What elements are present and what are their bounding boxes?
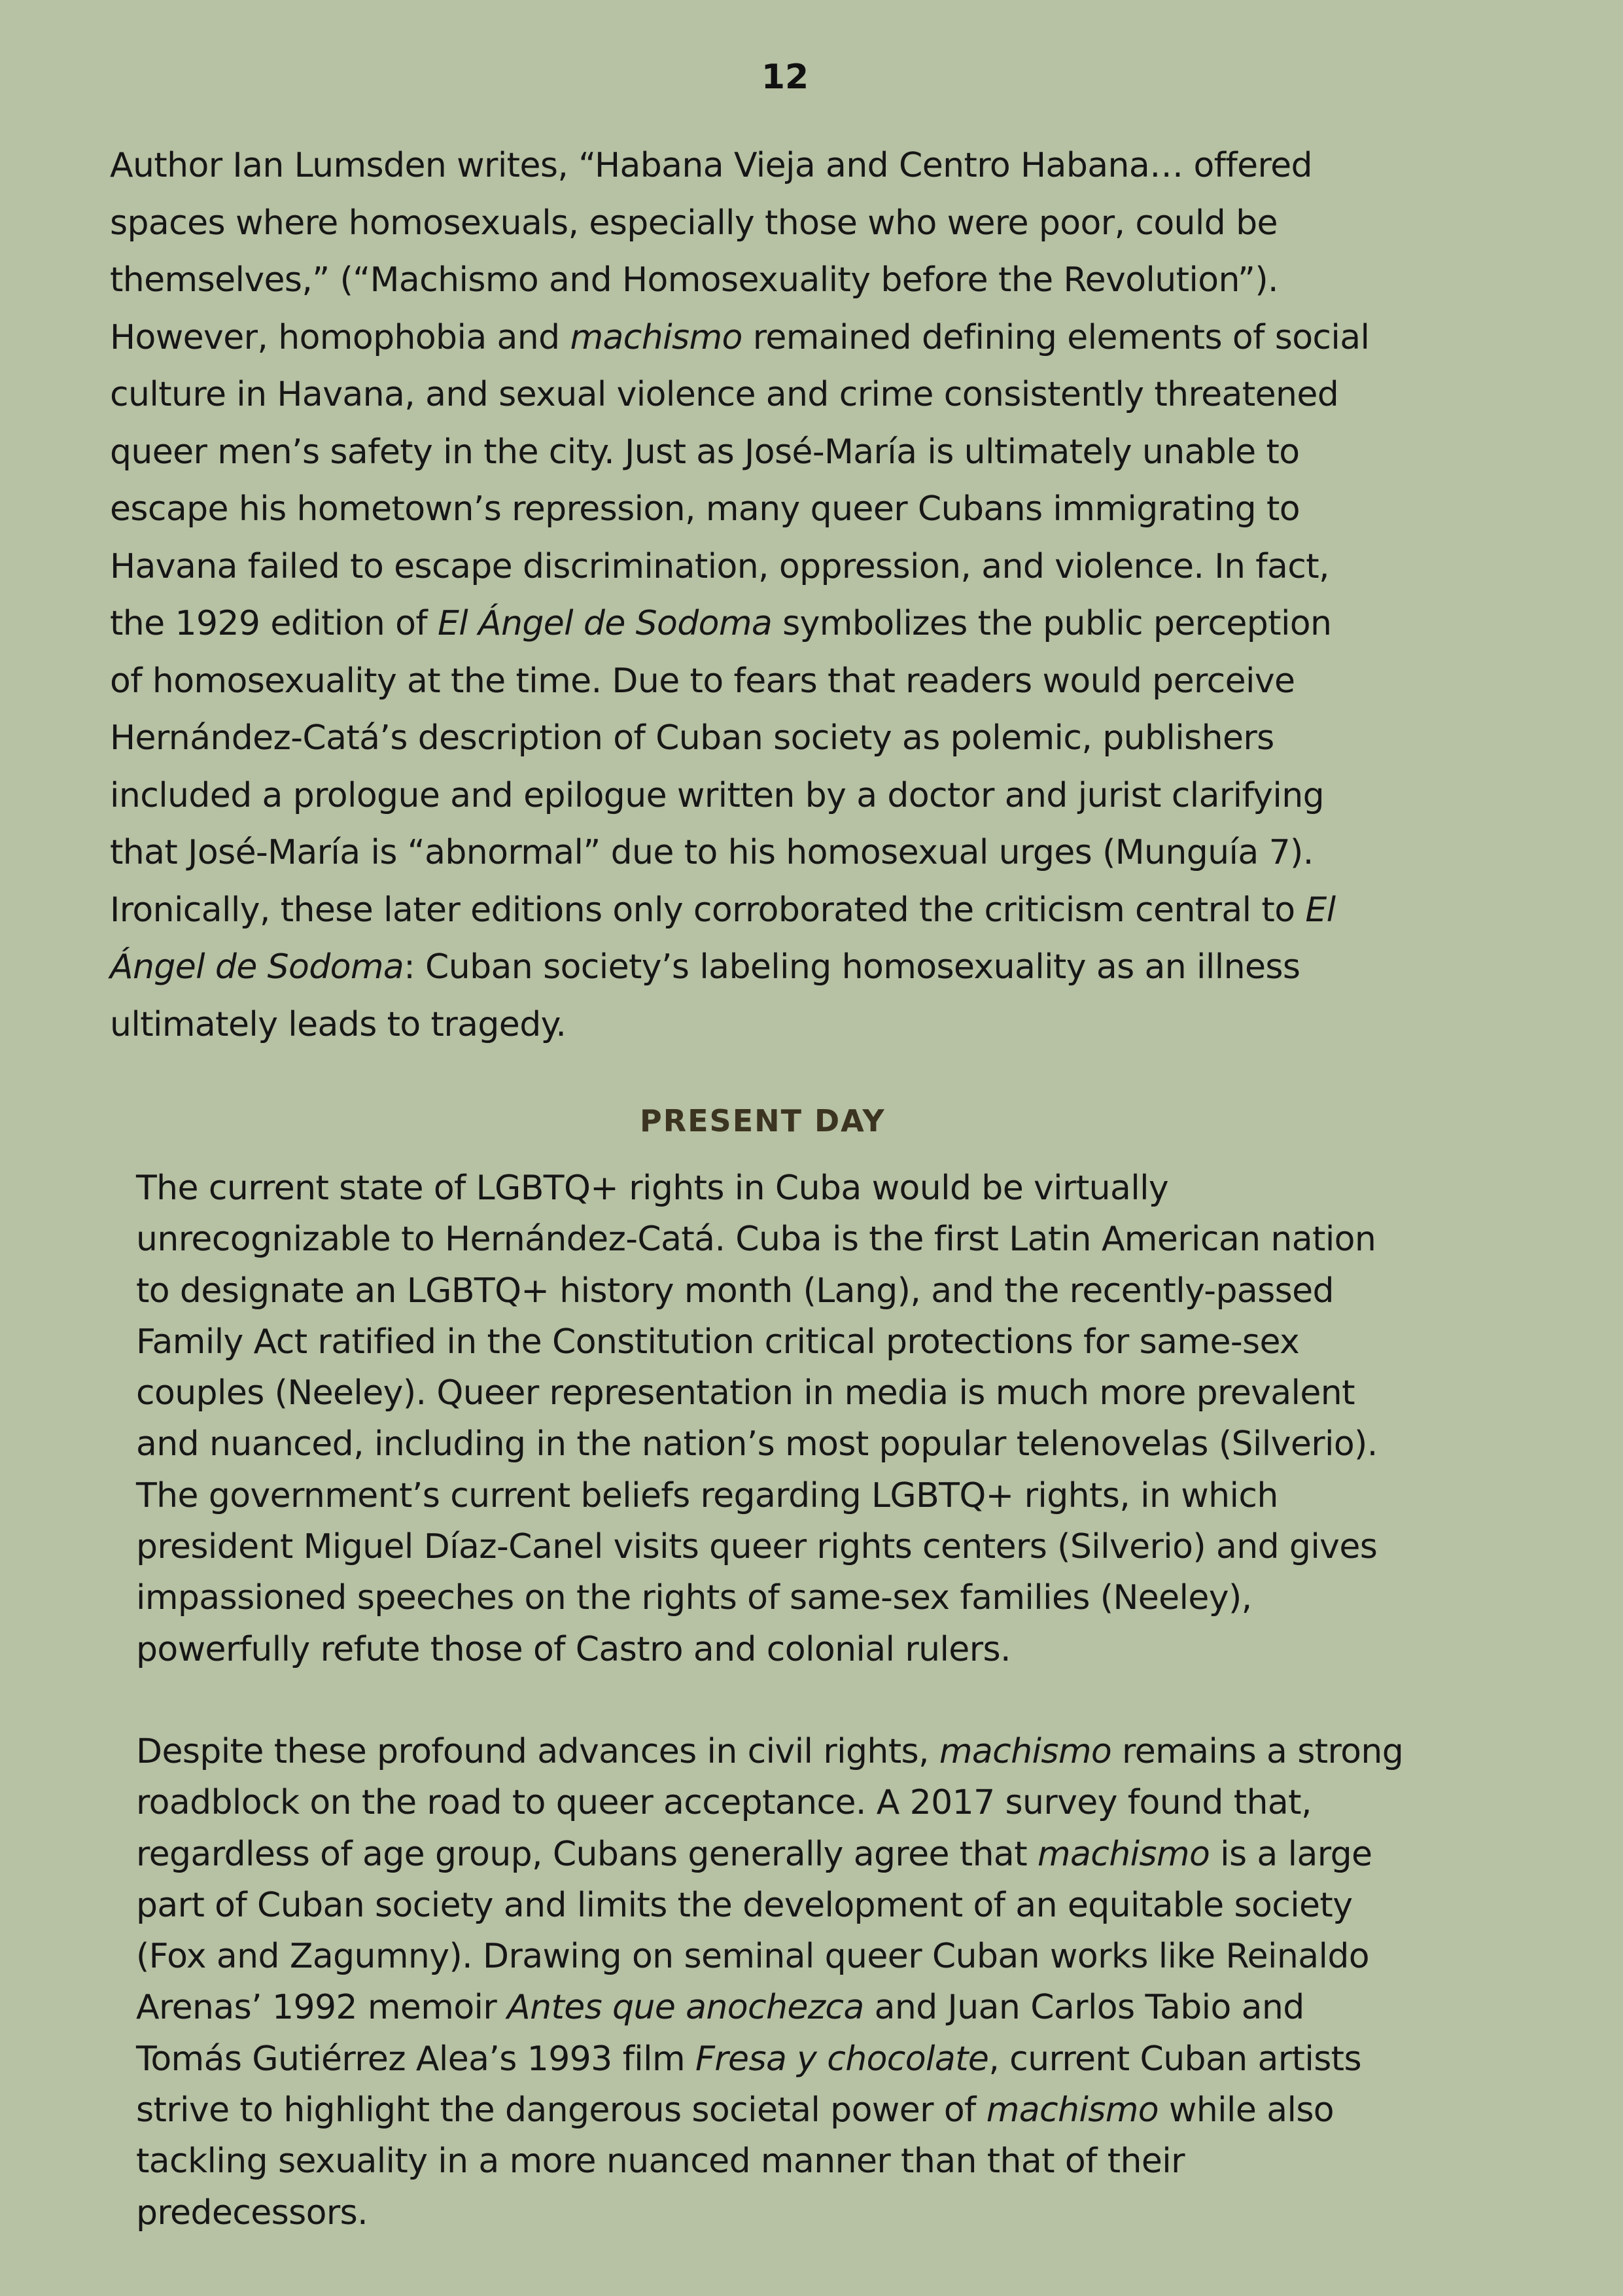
text-run: included a prologue and epilogue written by a doctor and jurist clarifying (110, 775, 1325, 815)
text-line (136, 2136, 1614, 2187)
text-run: powerfully refute those of Castro and colonial rulers. (136, 1629, 1011, 1669)
text-line (136, 2034, 1614, 2085)
text-run: Despite these profound advances in civil rights, (136, 1732, 939, 1771)
text-line (136, 1316, 1614, 1368)
body-paragraph-present-day-rights (136, 1163, 1614, 1675)
text-line (136, 1368, 1614, 1419)
text-line (110, 424, 1588, 482)
text-run: predecessors. (136, 2193, 368, 2233)
text-run: queer men’s safety in the city. Just as José-María is ultimately unable to (110, 432, 1300, 472)
text-line (110, 710, 1588, 768)
italic-term: machismo (570, 317, 742, 357)
text-run: is a large (1210, 1834, 1372, 1874)
text-line (136, 1880, 1614, 1931)
text-run: impassioned speeches on the rights of same-sex families (Neeley), (136, 1578, 1252, 1618)
text-line (110, 366, 1588, 424)
text-line (136, 1624, 1614, 1675)
text-line (110, 997, 1588, 1054)
text-line (136, 2187, 1614, 2238)
text-line (110, 595, 1588, 653)
text-line (136, 1470, 1614, 1521)
text-run: of homosexuality at the time. Due to fears that readers would perceive (110, 661, 1295, 701)
italic-term: El Ángel de Sodoma (437, 604, 773, 643)
italic-term: Ángel de Sodoma (110, 947, 404, 987)
text-run: the 1929 edition of (110, 604, 438, 643)
text-run: tackling sexuality in a more nuanced manner than that of their (136, 2142, 1185, 2181)
text-line (136, 1419, 1614, 1470)
text-run: (Fox and Zagumny). Drawing on seminal queer Cuban works like Reinaldo (136, 1937, 1369, 1977)
text-run: president Miguel Díaz-Canel visits queer rights centers (Silverio) and gives (136, 1527, 1378, 1567)
text-line (110, 252, 1588, 309)
text-run: Arenas’ 1992 memoir (136, 1988, 508, 2028)
text-run: unrecognizable to Hernández-Catá. Cuba is the first Latin American nation (136, 1220, 1376, 1260)
text-line (110, 539, 1588, 596)
body-paragraph-history (110, 137, 1588, 1053)
text-run: Family Act ratified in the Constitution critical protections for same-sex (136, 1322, 1300, 1362)
text-line (136, 1265, 1614, 1316)
text-run: , current Cuban artists (988, 2039, 1361, 2079)
text-run: strive to highlight the dangerous societal power of (136, 2091, 986, 2130)
text-run: spaces where homosexuals, especially those who were poor, could be (110, 203, 1278, 243)
italic-term: machismo (1037, 1834, 1210, 1874)
text-run: The government’s current beliefs regarding LGBTQ+ rights, in which (136, 1475, 1278, 1515)
text-run: : Cuban society’s labeling homosexuality as an illness (404, 947, 1300, 987)
text-line (110, 309, 1588, 367)
text-run: couples (Neeley). Queer representation in media is much more prevalent (136, 1373, 1355, 1413)
text-line (110, 137, 1588, 195)
text-run: Author Ian Lumsden writes, “Habana Vieja and Centro Habana… offered (110, 146, 1312, 185)
text-line (136, 1726, 1614, 1777)
text-run: culture in Havana, and sexual violence and crime consistently threatened (110, 375, 1339, 414)
text-run: escape his hometown’s repression, many queer Cubans immigrating to (110, 489, 1300, 529)
text-run: However, homophobia and (110, 317, 570, 357)
text-run: while also (1158, 2091, 1335, 2130)
text-run: remained defining elements of social (742, 317, 1370, 357)
text-run: roadblock on the road to queer acceptance. A 2017 survey found that, (136, 1783, 1312, 1823)
italic-term: Fresa y chocolate (695, 2039, 989, 2079)
text-run: to designate an LGBTQ+ history month (Lang), and the recently-passed (136, 1271, 1334, 1311)
text-line (110, 481, 1588, 539)
text-line (136, 1214, 1614, 1265)
text-run: The current state of LGBTQ+ rights in Cuba would be virtually (136, 1169, 1169, 1208)
text-line (110, 195, 1588, 253)
text-line (110, 768, 1588, 825)
text-run: regardless of age group, Cubans generally agree that (136, 1834, 1038, 1874)
text-line (136, 1163, 1614, 1214)
text-run: that José-María is “abnormal” due to his homosexual urges (Munguía 7). (110, 833, 1314, 872)
text-line (110, 824, 1588, 882)
text-run: symbolizes the public perception (772, 604, 1332, 643)
italic-term: El (1305, 890, 1336, 930)
text-run: Havana failed to escape discrimination, oppression, and violence. In fact, (110, 546, 1329, 586)
text-run: remains a strong (1111, 1732, 1404, 1771)
italic-term: Antes que anochezca (507, 1988, 864, 2028)
text-run: Tomás Gutiérrez Alea’s 1993 film (136, 2039, 695, 2079)
text-line (136, 1521, 1614, 1572)
text-line (136, 1982, 1614, 2033)
text-line (136, 1931, 1614, 1982)
text-run: ultimately leads to tragedy. (110, 1004, 567, 1044)
text-run: themselves,” (“Machismo and Homosexuality before the Revolution”). (110, 260, 1278, 300)
text-run: and Juan Carlos Tabio and (864, 1988, 1304, 2028)
text-line (136, 2085, 1614, 2136)
text-run: part of Cuban society and limits the development of an equitable society (136, 1885, 1353, 1925)
text-run: Ironically, these later editions only corroborated the criticism central to (110, 890, 1306, 930)
body-paragraph-machismo (136, 1726, 1614, 2238)
text-line (136, 1777, 1614, 1828)
text-run: and nuanced, including in the nation’s most popular telenovelas (Silverio). (136, 1424, 1378, 1464)
page-number: 12 (761, 58, 809, 97)
text-run: Hernández-Catá’s description of Cuban society as polemic, publishers (110, 718, 1274, 758)
text-line (110, 653, 1588, 711)
italic-term: machismo (939, 1732, 1112, 1771)
italic-term: machismo (986, 2091, 1159, 2130)
text-line (136, 1829, 1614, 1880)
text-line (110, 939, 1588, 997)
text-line (110, 882, 1588, 940)
section-heading-present-day: PRESENT DAY (640, 1103, 886, 1139)
text-line (136, 1572, 1614, 1623)
